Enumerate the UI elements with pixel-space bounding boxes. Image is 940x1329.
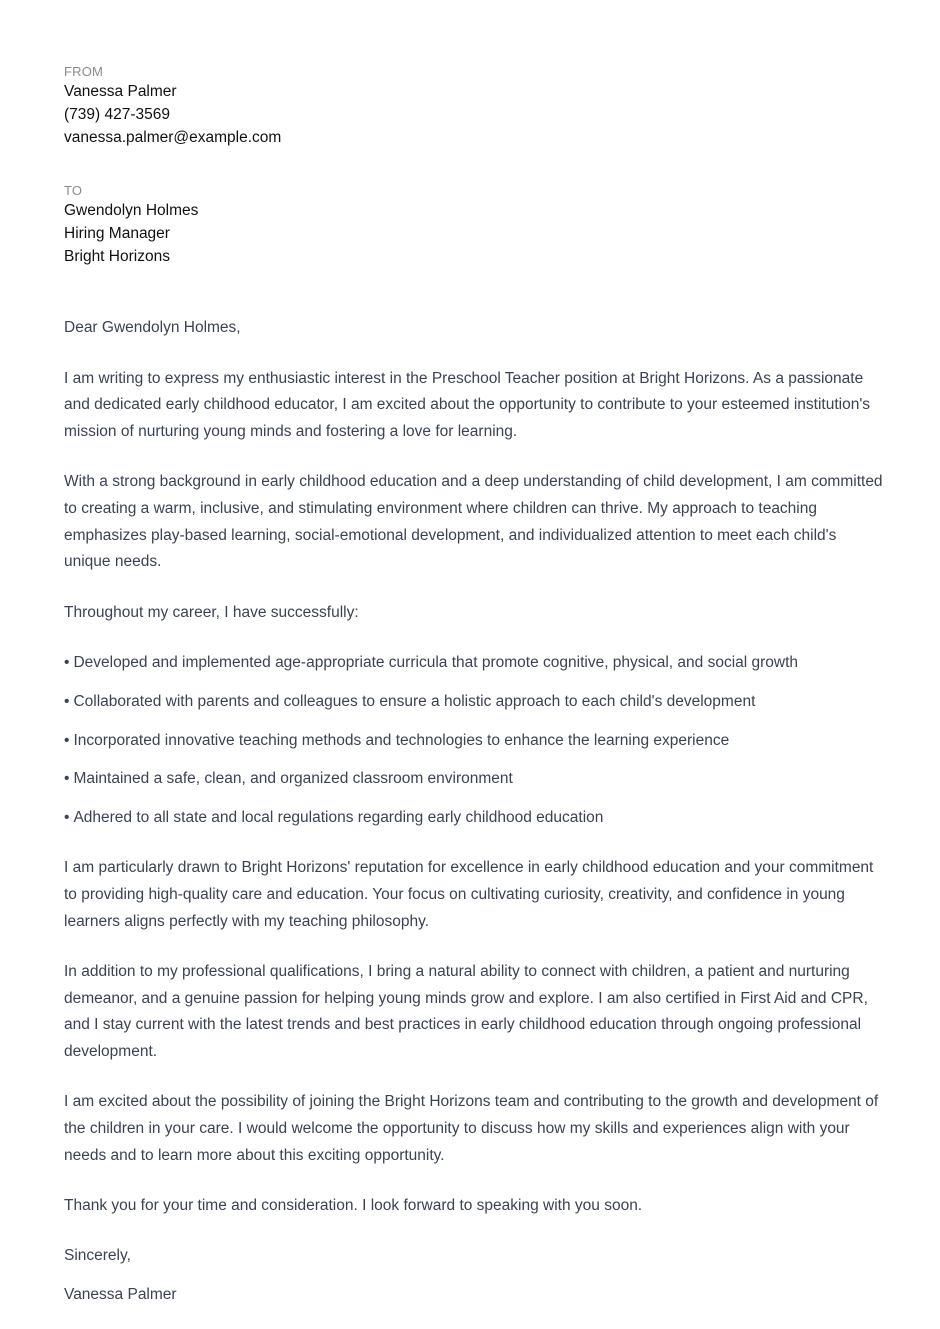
- bullet-icon: •: [64, 693, 70, 711]
- sender-name: Vanessa Palmer: [64, 83, 177, 100]
- list-item-text: Collaborated with parents and colleagues to ensure a holistic approach to each child's development: [73, 693, 756, 711]
- recipient-company: Bright Horizons: [64, 248, 170, 265]
- signature: Vanessa Palmer: [64, 1285, 177, 1303]
- recipient-name: Gwendolyn Holmes: [64, 202, 199, 219]
- sender-block: [64, 64, 884, 149]
- bullet-icon: •: [64, 654, 70, 672]
- list-item: [64, 766, 884, 805]
- paragraph-background: With a strong background in early childhood education and a deep understanding of child development, I am committed to creating a warm, inclusive, and stimulating environment where children can thrive. My approach to teaching emphasizes play-based learning, social-emotional development, and individualized attention to meet each child's unique needs.: [64, 473, 883, 571]
- list-item: [64, 689, 884, 728]
- from-label: FROM: [64, 64, 104, 79]
- list-item-text: Adhered to all state and local regulations regarding early childhood education: [73, 809, 604, 827]
- paragraph-qualifications: In addition to my professional qualifications, I bring a natural ability to connect with children, a patient and nurturing demeanor, and a genuine passion for helping young minds grow and explore. I am also certified in First Aid and CPR, and I stay current with the latest trends and best practices in early childhood education through ongoing professional development.: [64, 962, 868, 1061]
- sender-email: vanessa.palmer@example.com: [64, 129, 282, 146]
- recipient-block: [64, 183, 884, 268]
- list-item-text: Incorporated innovative teaching methods and technologies to enhance the learning experience: [73, 731, 730, 749]
- list-item-text: Developed and implemented age-appropriate curricula that promote cognitive, physical, and social growth: [73, 654, 799, 672]
- list-item: [64, 728, 884, 767]
- bullet-icon: •: [64, 809, 70, 827]
- list-item: [64, 805, 884, 832]
- recipient-title: Hiring Manager: [64, 225, 170, 242]
- achievements-list: [64, 650, 884, 832]
- salutation: Dear Gwendolyn Holmes,: [64, 319, 241, 336]
- sender-phone: (739) 427-3569: [64, 106, 170, 123]
- bullet-icon: •: [64, 731, 70, 749]
- letter-body: [64, 315, 884, 1308]
- paragraph-thanks: Thank you for your time and consideration. I look forward to speaking with you soon.: [64, 1196, 643, 1214]
- list-item: [64, 650, 884, 689]
- paragraph-why-company: I am particularly drawn to Bright Horizons' reputation for excellence in early childhood education and your commitment to providing high-quality care and education. Your focus on cultivating curiosity, creativity, and confidence in young learners aligns perfectly with my teaching philosophy.: [64, 859, 874, 930]
- closing: Sincerely,: [64, 1247, 131, 1265]
- achievements-intro: Throughout my career, I have successfully:: [64, 603, 359, 621]
- list-item-text: Maintained a safe, clean, and organized classroom environment: [73, 770, 513, 788]
- bullet-icon: •: [64, 770, 70, 788]
- paragraph-interest: I am excited about the possibility of joining the Bright Horizons team and contributing to the growth and development of the children in your care. I would welcome the opportunity to discuss how my skills and experiences align with your needs and to learn more about this exciting opportunity.: [64, 1093, 879, 1164]
- to-label: TO: [64, 183, 83, 198]
- paragraph-intro: I am writing to express my enthusiastic interest in the Preschool Teacher position at Bright Horizons. As a passionate and dedicated early childhood educator, I am excited about the opportunity to contribute to your esteemed institution's mission of nurturing young minds and fostering a love for learning.: [64, 369, 871, 441]
